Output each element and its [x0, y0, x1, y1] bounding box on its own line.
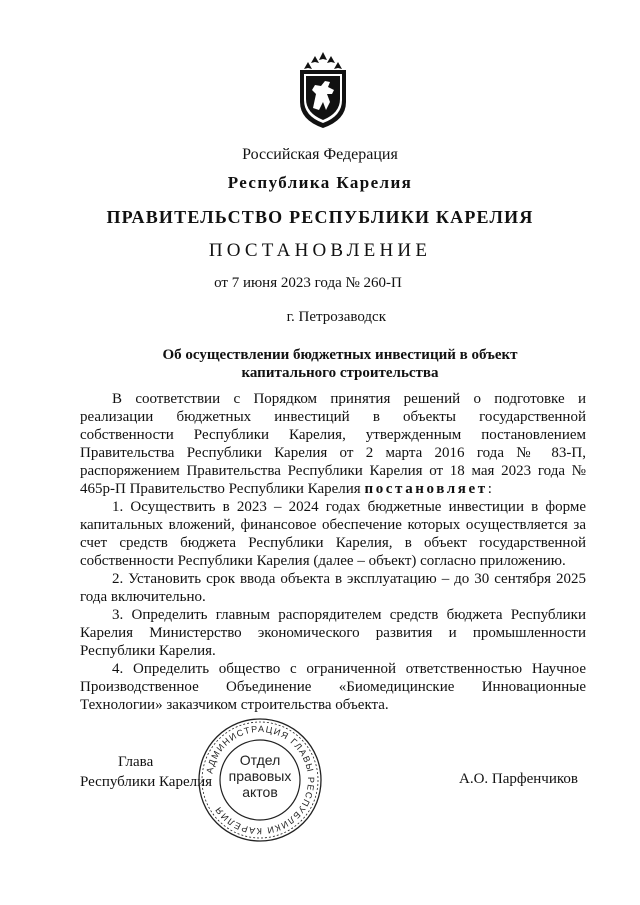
stamp-line-3: актов — [242, 784, 278, 800]
decides-word: постановляет — [364, 481, 488, 497]
position-line-1: Глава — [118, 754, 154, 770]
title-line-2: капитального строительства — [241, 365, 439, 381]
preamble-text: В соответствии с Порядком принятия решений о подготовке и реализации бюджетных инвестиций в объекты государственной собственности Республики Карелия, утвержденным постановлением Правительства Республики Карелия от 2 марта 2016 года № 83-П, распоряжением Правительства Республики Карелия от 18 мая 2023 года № 465р-П Правительство Республики Карелия — [80, 391, 586, 497]
preamble-paragraph — [80, 390, 586, 498]
position-line-2: Республики Карелия — [80, 774, 213, 790]
item-2: 2. Установить срок ввода объекта в эксплуатацию – до 30 сентября 2025 года включительно. — [80, 571, 586, 605]
item-3: 3. Определить главным распорядителем средств бюджета Республики Карелия Министерство экономического развития и промышленности Республики Карелия. — [80, 607, 586, 659]
item-1: 1. Осуществить в 2023 – 2024 годах бюджетные инвестиции в форме капитальных вложений, финансовое обеспечение которых осуществляется за счет средств бюджета Республики Карелия, в объект государственной собственности Республики Карелия (далее – объект) согласно приложению. — [80, 499, 586, 569]
document-body — [80, 390, 586, 714]
republic-line: Республика Карелия — [227, 173, 413, 192]
city-line — [0, 309, 616, 326]
stamp-line-1: Отдел — [239, 752, 281, 768]
signatory-name: А.О. Парфенчиков — [459, 771, 578, 787]
document-title — [150, 346, 530, 382]
preamble-colon: : — [487, 481, 492, 497]
title-line-1: Об осуществлении бюджетных инвестиций в объект — [162, 347, 518, 363]
federation-line: Российская Федерация — [242, 146, 398, 163]
stamp-center-text — [218, 752, 302, 800]
coat-of-arms-emblem — [294, 50, 352, 130]
stamp-line-2: правовых — [228, 768, 292, 784]
government-title: ПРАВИТЕЛЬСТВО РЕСПУБЛИКИ КАРЕЛИЯ — [106, 207, 534, 227]
item-4: 4. Определить общество с ограниченной ответственностью Научное Производственное Объединение «Биомедицинские Инновационные Технологии» заказчиком строительства объекта. — [80, 661, 586, 713]
stamp-ring-text: АДМИНИСТРАЦИЯ ГЛАВЫ РЕСПУБЛИКИ КАРЕЛИЯ — [204, 723, 317, 837]
date-number-line: от 7 июня 2023 года № 260-П — [214, 275, 402, 291]
city-text: г. Петрозаводск — [286, 309, 386, 325]
document-type: ПОСТАНОВЛЕНИЕ — [208, 240, 432, 261]
signature-position — [80, 752, 212, 792]
